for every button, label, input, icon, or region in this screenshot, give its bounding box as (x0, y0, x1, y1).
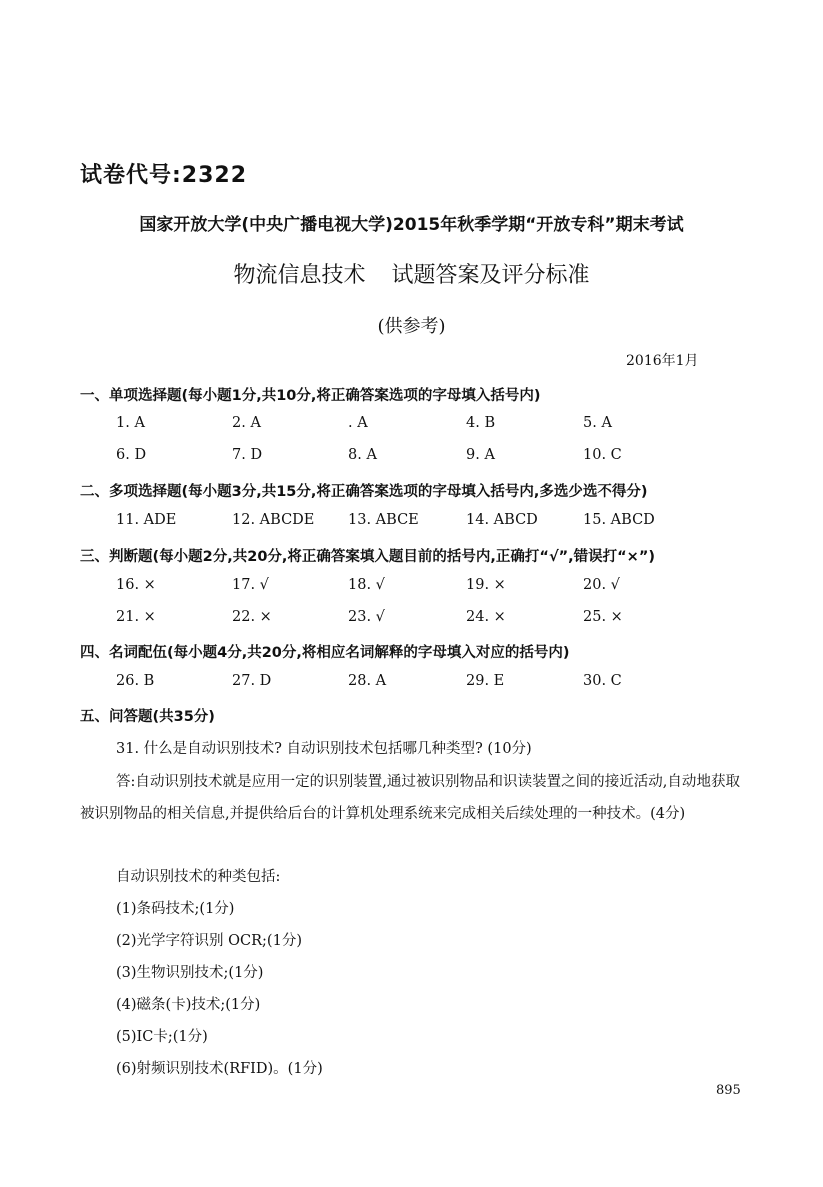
exam-code: 试卷代号:2322 (80, 163, 248, 188)
answer-item: 23. √ (348, 609, 385, 625)
answer-item: 6. D (116, 447, 147, 463)
exam-date: 2016年1月 (626, 353, 699, 369)
answer-item: 24. × (466, 609, 506, 625)
answer-row (116, 447, 716, 469)
type-item: (4)磁条(卡)技术;(1分) (116, 997, 261, 1013)
answer-item: 1. A (116, 415, 145, 431)
answer-31 (80, 766, 740, 830)
answer-item: 8. A (348, 447, 377, 463)
types-intro: 自动识别技术的种类包括: (116, 869, 281, 885)
answer-row (116, 673, 716, 695)
answer-item: 10. C (583, 447, 622, 463)
document-type: 试题答案及评分标准 (391, 263, 590, 288)
exam-title: 国家开放大学(中央广播电视大学)2015年秋季学期“开放专科”期末考试 (139, 215, 684, 235)
answer-item: 21. × (116, 609, 156, 625)
answer-item: 7. D (232, 447, 263, 463)
answer-item: 2. A (232, 415, 261, 431)
page-number: 895 (716, 1083, 741, 1098)
answer-item: 27. D (232, 673, 272, 689)
type-item: (1)条码技术;(1分) (116, 901, 235, 917)
question-31: 31. 什么是自动识别技术? 自动识别技术包括哪几种类型? (10分) (116, 741, 532, 757)
answer-item: 5. A (583, 415, 612, 431)
answer-item: 25. × (583, 609, 623, 625)
answer-item: 28. A (348, 673, 387, 689)
section-4-title: 四、名词配伍(每小题4分,共20分,将相应名词解释的字母填入对应的括号内) (80, 645, 570, 661)
answer-text: 答:自动识别技术就是应用一定的识别装置,通过被识别物品和识读装置之间的接近活动,自动地获取被识别物品的相关信息,并提供给后台的计算机处理系统来完成相关后续处理的一种技术。(4分) (80, 774, 740, 822)
document-title (0, 258, 823, 289)
answer-item: 15. ABCD (583, 512, 655, 528)
answer-item: 18. √ (348, 577, 385, 593)
section-1-title: 一、单项选择题(每小题1分,共10分,将正确答案选项的字母填入括号内) (80, 388, 541, 404)
answer-item: 13. ABCE (348, 512, 419, 528)
answer-row (116, 577, 716, 599)
type-item: (5)IC卡;(1分) (116, 1029, 208, 1045)
answer-item: 30. C (583, 673, 622, 689)
answer-item: 14. ABCD (466, 512, 538, 528)
answer-item: 29. E (466, 673, 505, 689)
type-item: (3)生物识别技术;(1分) (116, 965, 264, 981)
answer-item: 9. A (466, 447, 495, 463)
answer-item: 4. B (466, 415, 496, 431)
type-item: (6)射频识别技术(RFID)。(1分) (116, 1061, 323, 1077)
answer-item: 22. × (232, 609, 272, 625)
answer-item: 11. ADE (116, 512, 177, 528)
section-5-title: 五、问答题(共35分) (80, 709, 215, 725)
answer-item: 17. √ (232, 577, 269, 593)
answer-row (116, 415, 716, 437)
answer-item: . A (348, 415, 368, 431)
answer-item: 19. × (466, 577, 506, 593)
answer-item: 12. ABCDE (232, 512, 315, 528)
subject-name: 物流信息技术 (233, 263, 366, 288)
answer-item: 16. × (116, 577, 156, 593)
answer-item: 20. √ (583, 577, 620, 593)
section-2-title: 二、多项选择题(每小题3分,共15分,将正确答案选项的字母填入括号内,多选少选不得分) (80, 484, 648, 500)
answer-row (116, 609, 716, 631)
type-item: (2)光学字符识别 OCR;(1分) (116, 933, 302, 949)
answer-row (116, 512, 716, 534)
answer-item: 26. B (116, 673, 155, 689)
section-3-title: 三、判断题(每小题2分,共20分,将正确答案填入题目前的括号内,正确打“√”,错误打“×”) (80, 549, 655, 565)
reference-note: (供参考) (377, 316, 446, 337)
